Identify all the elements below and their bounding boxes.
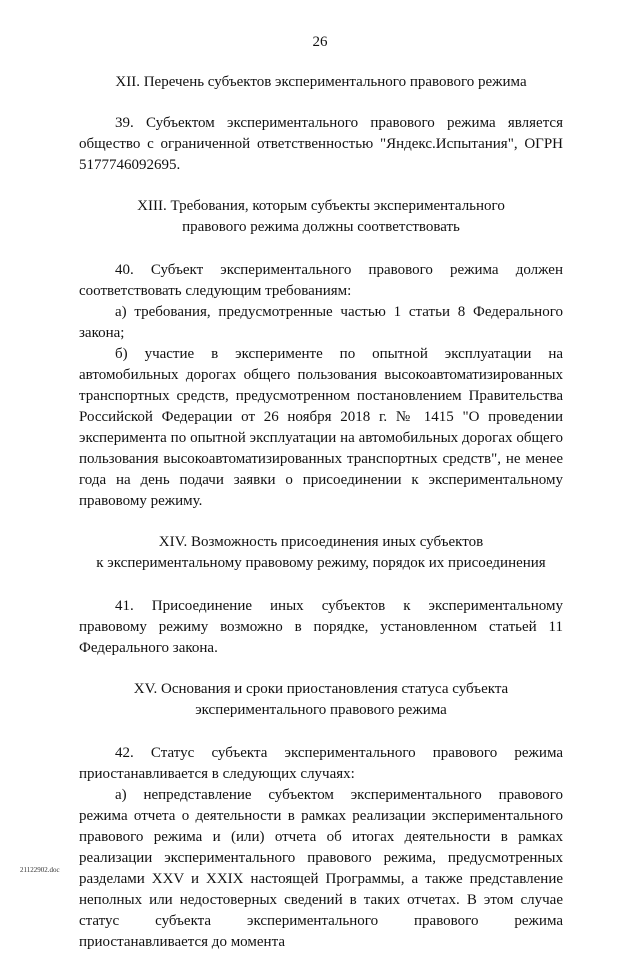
page-number: 26 bbox=[312, 34, 328, 50]
document-body bbox=[79, 72, 563, 953]
heading-line: правового режима должны соответствовать bbox=[182, 219, 460, 235]
heading-line: XIII. Требования, которым субъекты экспериментального bbox=[137, 198, 505, 214]
footer-filename: 21122902.doc bbox=[20, 866, 60, 874]
heading-line: к экспериментальному правовому режиму, порядок их присоединения bbox=[96, 555, 546, 571]
section-xiv-heading bbox=[79, 532, 563, 574]
paragraph-42: 42. Статус субъекта экспериментального правового режима приостанавливается в следующих случаях: bbox=[79, 745, 563, 782]
section-xv-heading bbox=[79, 679, 563, 721]
heading-line: XIV. Возможность присоединения иных субъектов bbox=[158, 534, 484, 550]
section-xii-heading: XII. Перечень субъектов экспериментального правового режима bbox=[115, 74, 527, 90]
paragraph-40: 40. Субъект экспериментального правового режима должен соответствовать следующим требованиям: bbox=[79, 262, 563, 299]
heading-line: XV. Основания и сроки приостановления статуса субъекта bbox=[133, 681, 509, 697]
paragraph-39: 39. Субъектом экспериментального правового режима является общество с ограниченной ответственностью "Яндекс.Испытания", ОГРН 5177746092695. bbox=[79, 115, 563, 173]
section-xiii-heading bbox=[79, 196, 563, 238]
paragraph-41: 41. Присоединение иных субъектов к экспериментальному правовому режиму возможно в порядке, установленном статьей 11 Федерального закона. bbox=[79, 598, 563, 656]
heading-line: экспериментального правового режима bbox=[195, 702, 447, 718]
paragraph-40-b: б) участие в эксперименте по опытной эксплуатации на автомобильных дорогах общего пользования высокоавтоматизированных транспортных средств, предусмотренном постановлением Правительства Российской Федерации от 26 ноября 2018 г. № 1415 "О проведении эксперимента по опытной эксплуатации на автомобильных дорогах общего пользования высокоавтоматизированных транспортных средств", не менее года на день подачи заявки о присоединении к экспериментальному правовому режиму. bbox=[79, 346, 563, 509]
paragraph-42-a: а) непредставление субъектом экспериментального правового режима отчета о деятельности в рамках реализации экспериментального правового режима и (или) отчета об итогах деятельности в рамках реализации экспериментального правового режима, предусмотренных разделами XXV и XXIX настоящей Программы, а также представление неполных или недостоверных сведений в таких отчетах. В этом случае статус субъекта экспериментального правового режима приостанавливается до момента bbox=[79, 787, 563, 950]
paragraph-40-a: а) требования, предусмотренные частью 1 статьи 8 Федерального закона; bbox=[79, 304, 563, 341]
